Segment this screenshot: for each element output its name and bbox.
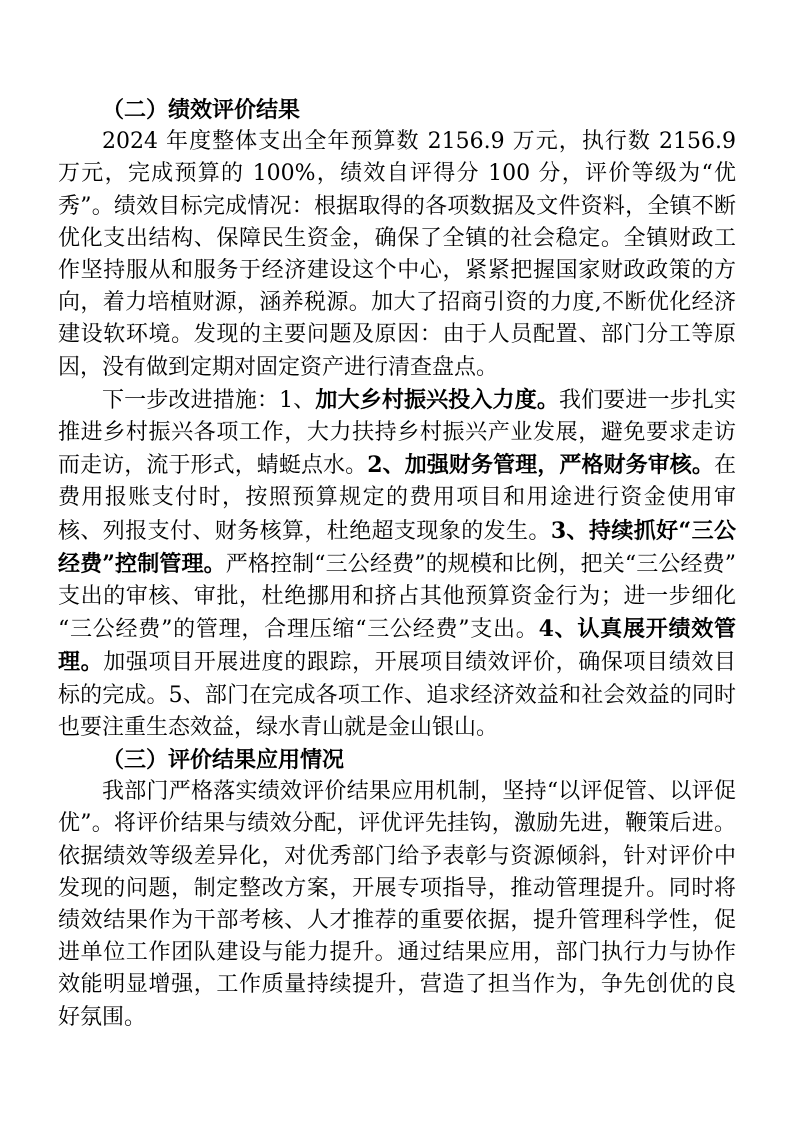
section-heading-performance-evaluation-results: [58, 94, 736, 126]
text-run: 我部门严格落实绩效评价结果应用机制，坚持“以评促管、以评促优”。将评价结果与绩效分配，评优评先挂钩，激励先进，鞭策后进。依据绩效等级差异化，对优秀部门给予表彰与资源倾斜，针对评价中发现的问题，制定整改方案，开展专项指导，推动管理提升。同时将绩效结果作为干部考核、人才推荐的重要依据，提升管理科学性，促进单位工作团队建设与能力提升。通过结果应用，部门执行力与协作效能明显增强，工作质量持续提升，营造了担当作为，争先创优的良好氛围。: [58, 779, 736, 1030]
bold-text-run: 加大乡村振兴投入力度。: [315, 386, 559, 413]
para-result-application: [58, 776, 736, 1034]
text-run: 下一步改进措施：1、: [102, 387, 316, 413]
para-evaluation-results: [58, 126, 736, 384]
para-improvement-measures: [58, 384, 736, 744]
section-heading-result-application: [58, 744, 736, 776]
text-run: 加强项目开展进度的跟踪，开展项目绩效评价，确保项目绩效目标的完成。5、部门在完成各项工作、追求经济效益和社会效益的同时也要注重生态效益，绿水青山就是金山银山。: [58, 650, 736, 740]
bold-text-run: 4、认真展开绩效管理。: [58, 616, 736, 676]
text-run: 在费用报账支付时，按照预算规定的费用项目和用途进行资金使用审核、列报支付、财务核算，杜绝超支现象的发生。: [58, 453, 736, 544]
text-run: 2024 年度整体支出全年预算数 2156.9 万元，执行数 2156.9 万元，完成预算的 100%，绩效自评得分 100 分，评价等级为“优秀”。绩效目标完成情况：根据取得的各项数据及文件资料，全镇不断优化支出结构、保障民生资金，确保了全镇的社会稳定。全镇财政工作坚持服从和服务于经济建设这个中心，紧紧把握国家财政政策的方向，着力培植财源，涵养税源。加大了招商引资的力度,不断优化经济建设软环境。发现的主要问题及原因：由于人员配置、部门分工等原因，没有做到定期对固定资产进行清查盘点。: [58, 129, 736, 380]
bold-text-run: 2、加强财务管理，严格财务审核。: [367, 452, 714, 479]
text-run: 我们要进一步扎实推进乡村振兴各项工作，大力扶持乡村振兴产业发展，避免要求走访而走访，流于形式，蜻蜓点水。: [58, 387, 736, 479]
document-body: [58, 94, 736, 1034]
text-run: 严格控制“三公经费”的规模和比例，把关“三公经费”支出的审核、审批，杜绝挪用和挤占其他预算资金行为；进一步细化“三公经费”的管理，合理压缩“三公经费”支出。: [58, 551, 736, 643]
bold-text-run: （三）评价结果应用情况: [102, 747, 345, 774]
bold-text-run: （二）绩效评价结果: [102, 97, 301, 123]
bold-text-run: 3、持续抓好“三公经费”控制管理。: [58, 517, 736, 577]
